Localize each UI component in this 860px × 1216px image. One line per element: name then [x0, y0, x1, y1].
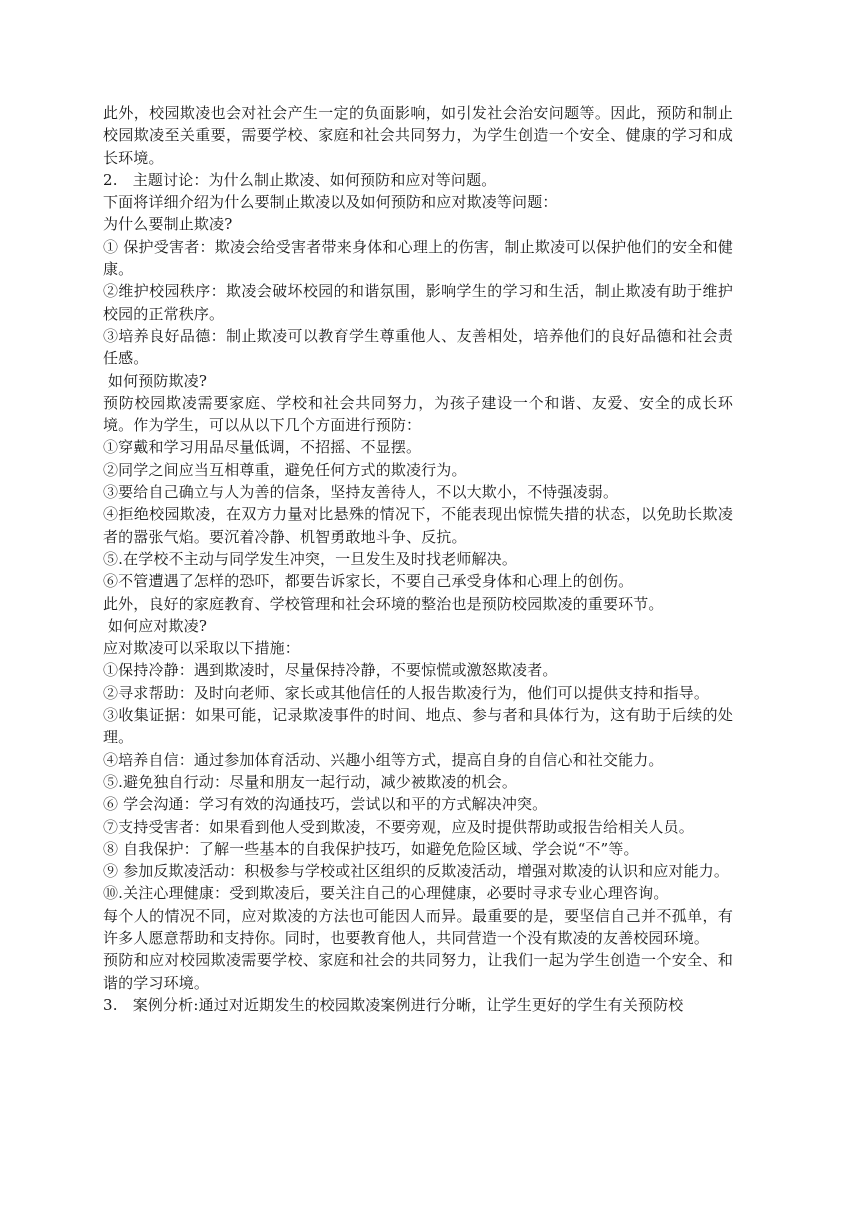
list-item-why-1: ① 保护受害者：欺凌会给受害者带来身体和心理上的伤害，制止欺凌可以保护他们的安全和健康。 [103, 237, 733, 279]
subheading-how-to-respond: 如何应对欺凌? [103, 616, 208, 635]
paragraph-response-intro: 应对欺凌可以采取以下措施： [103, 639, 300, 658]
list-item-respond-4: ④培养自信：通过参加体育活动、兴趣小组等方式，提高自身的自信心和社交能力。 [103, 750, 664, 769]
paragraph-conclusion: 预防和应对校园欺凌需要学校、家庭和社会的共同努力，让我们一起为学生创造一个安全、和谐的学习环境。 [103, 951, 733, 992]
list-item-prevent-1: ①穿戴和学习用品尽量低调，不招摇、不显摆。 [103, 438, 422, 457]
list-item-why-2: ②维护校园秩序：欺凌会破坏校园的和谐氛围，影响学生的学习和生活，制止欺凌有助于维护校园的正常秩序。 [103, 282, 733, 323]
list-item-prevent-5: ⑤.在学校不主动与同学发生冲突，一旦发生及时找老师解决。 [103, 549, 517, 568]
paragraph-individual-differences: 每个人的情况不同，应对欺凌的方法也可能因人而异。最重要的是，要坚信自己并不孤单，有许多人愿意帮助和支持你。同时，也要教育他人，共同营造一个没有欺凌的友善校园环境。 [103, 906, 733, 947]
list-item-respond-2: ②寻求帮助：及时向老师、家长或其他信任的人报告欺凌行为，他们可以提供支持和指导。 [103, 683, 710, 702]
paragraph-prevention-summary: 此外，良好的家庭教育、学校管理和社会环境的整治也是预防校园欺凌的重要环节。 [103, 594, 664, 613]
list-item-why-3: ③培养良好品德：制止欺凌可以教育学生尊重他人、友善相处，培养他们的良好品德和社会责任感。 [103, 326, 733, 368]
list-item-respond-1: ①保持冷静：遇到欺凌时，尽量保持冷静，不要惊慌或激怒欺凌者。 [103, 661, 558, 680]
paragraph-intro: 下面将详细介绍为什么要制止欺凌以及如何预防和应对欺凌等问题： [103, 193, 558, 212]
list-item-respond-6: ⑥ 学会沟通：学习有效的沟通技巧，尝试以和平的方式解决冲突。 [103, 795, 548, 814]
list-item-respond-10: ⑩.关注心理健康：受到欺凌后，要关注自己的心理健康，必要时寻求专业心理咨询。 [103, 884, 669, 903]
paragraph-prevention-intro: 预防校园欺凌需要家庭、学校和社会共同努力，为孩子建设一个和谐、友爱、安全的成长环境。作为学生，可以从以下几个方面进行预防： [103, 393, 733, 435]
list-item-prevent-2: ②同学之间应当互相尊重，避免任何方式的欺凌行为。 [103, 460, 467, 479]
document-body [103, 102, 733, 1016]
list-item-prevent-4: ④拒绝校园欺凌，在双方力量对比悬殊的情况下，不能表现出惊慌失措的状态，以免助长欺凌者的嚣张气焰。要沉着冷静、机智勇敢地斗争、反抗。 [103, 505, 733, 546]
subheading-how-to-prevent: 如何预防欺凌? [103, 371, 208, 390]
list-item-respond-9: ⑨ 参加反欺凌活动：积极参与学校或社区组织的反欺凌活动，增强对欺凌的认识和应对能力。 [103, 862, 730, 881]
subheading-why-stop-bullying: 为什么要制止欺凌? [103, 215, 233, 234]
section-heading-case-analysis: 3. 案例分析:通过对近期发生的校园欺凌案例进行分晰，让学生更好的学生有关预防校 [103, 995, 684, 1014]
list-item-respond-3: ③收集证据：如果可能，记录欺凌事件的时间、地点、参与者和具体行为，这有助于后续的处理。 [103, 706, 733, 747]
section-heading-topic-discussion: 2. 主题讨论：为什么制止欺凌、如何预防和应对等问题。 [103, 170, 497, 189]
list-item-respond-5: ⑤.避免独自行动：尽量和朋友一起行动，减少被欺凌的机会。 [103, 772, 517, 791]
paragraph-social-impact: 此外，校园欺凌也会对社会产生一定的负面影响，如引发社会治安问题等。因此，预防和制止校园欺凌至关重要，需要学校、家庭和社会共同努力，为学生创造一个安全、健康的学习和成长环境。 [103, 104, 733, 167]
list-item-prevent-3: ③要给自己确立与人为善的信条，坚持友善待人，不以大欺小，不恃强凌弱。 [103, 483, 619, 502]
list-item-prevent-6: ⑥不管遭遇了怎样的恐吓，都要告诉家长，不要自己承受身体和心理上的创伤。 [103, 572, 634, 591]
list-item-respond-7: ⑦支持受害者：如果看到他人受到欺凌，不要旁观，应及时提供帮助或报告给相关人员。 [103, 817, 694, 836]
list-item-respond-8: ⑧ 自我保护：了解一些基本的自我保护技巧，如避免危险区域、学会说“不”等。 [103, 839, 639, 858]
